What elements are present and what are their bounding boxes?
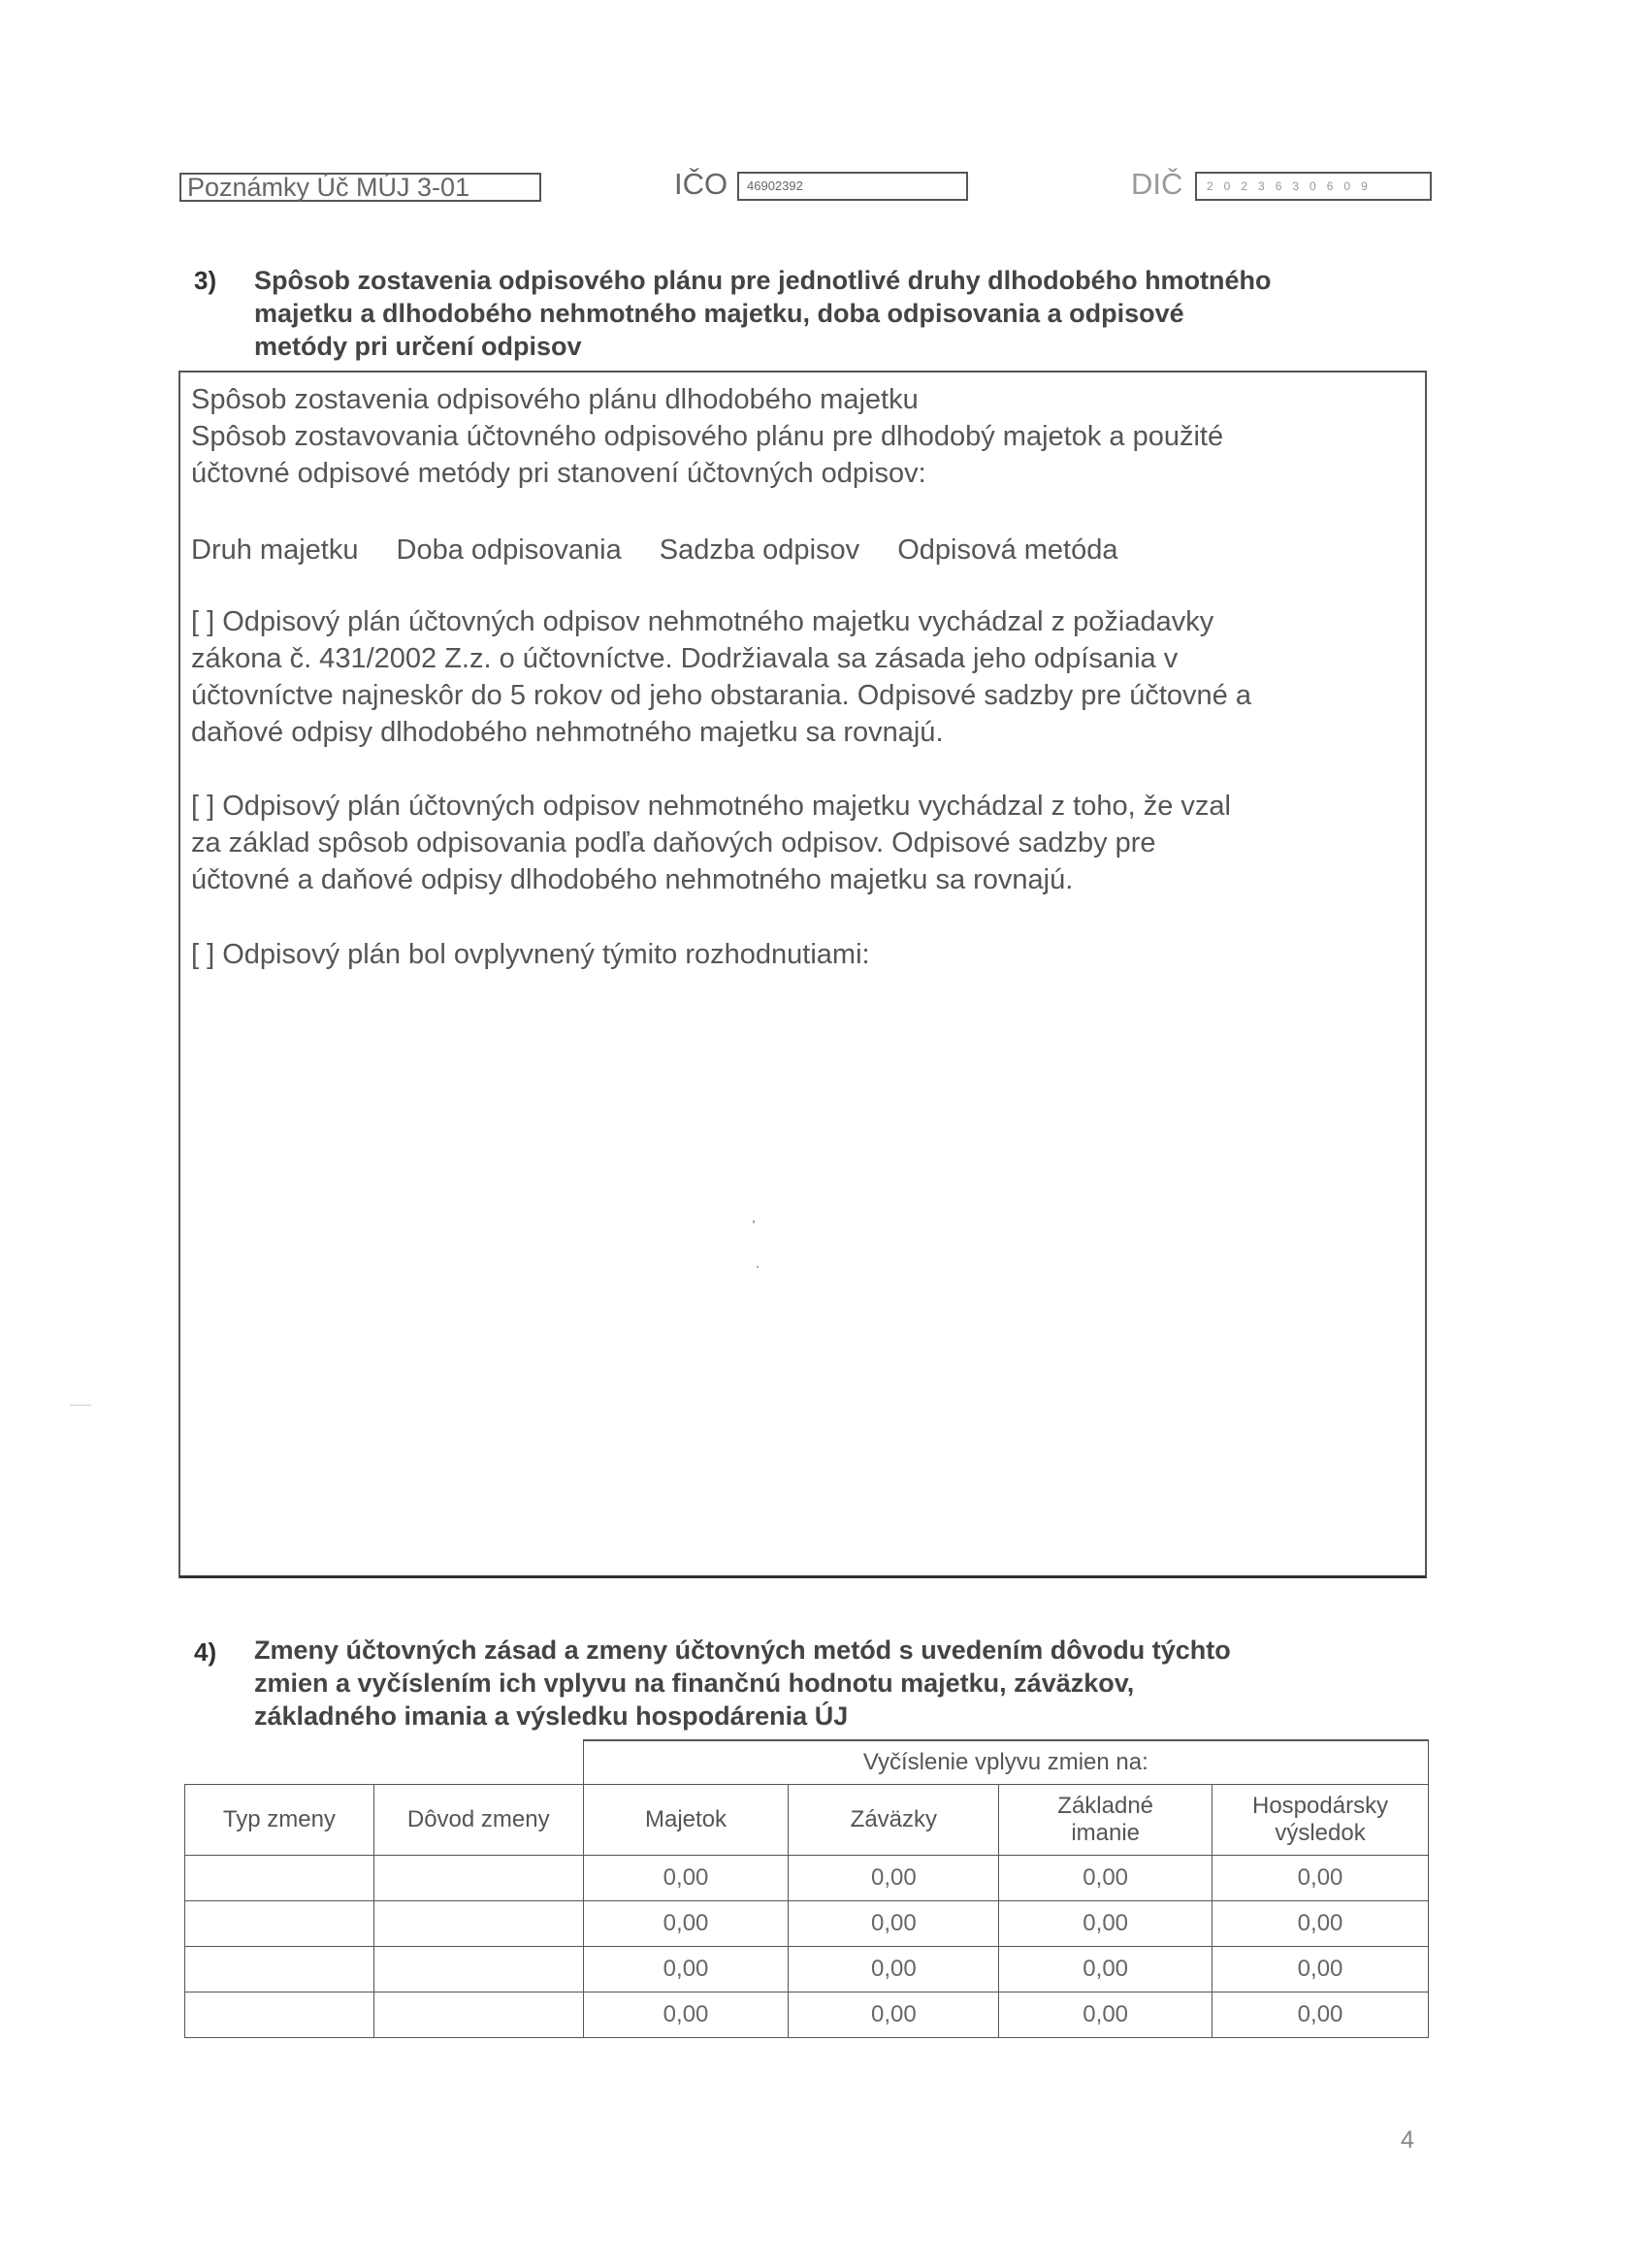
cell-result: 0,00 [1212, 1900, 1429, 1946]
header-note-label: Poznámky Úč MÚJ 3-01 [187, 173, 470, 202]
paragraph-line: účtovné a daňové odpisy dlhodobého nehmotného majetku sa rovnajú. [191, 864, 1074, 895]
dic-value: 2023630609 [1207, 179, 1378, 193]
column-depreciation-method: Odpisová metóda [897, 535, 1118, 566]
section3-box-intro [191, 381, 1404, 492]
cell-change-reason [373, 1946, 583, 1992]
section4-number: 4) [194, 1637, 217, 1667]
col-header-result-line: výsledok [1275, 1819, 1366, 1846]
cell-change-type [185, 1946, 374, 1992]
page-number: 4 [1401, 2126, 1414, 2154]
cell-assets: 0,00 [583, 1992, 789, 2037]
box-line: Spôsob zostavenia odpisového plánu dlhodobého majetku [191, 384, 919, 415]
cell-assets: 0,00 [583, 1855, 789, 1900]
cell-result: 0,00 [1212, 1992, 1429, 2037]
cell-capital: 0,00 [999, 1900, 1212, 1946]
paragraph-line: účtovníctve najneskôr do 5 rokov od jeho obstarania. Odpisové sadzby pre účtovné a [191, 680, 1251, 711]
cell-result: 0,00 [1212, 1946, 1429, 1992]
col-header-result [1212, 1784, 1429, 1855]
cell-liabilities: 0,00 [789, 1855, 999, 1900]
section4-title-line: Zmeny účtovných zásad a zmeny účtovných metód s uvedením dôvodu týchto [254, 1636, 1231, 1665]
cell-capital: 0,00 [999, 1992, 1212, 2037]
box-line: Spôsob zostavovania účtovného odpisového plánu pre dlhodobý majetok a použité [191, 421, 1224, 452]
box-line: účtovné odpisové metódy pri stanovení účtovných odpisov: [191, 458, 926, 489]
column-depreciation-rate: Sadzba odpisov [659, 535, 860, 566]
section3-title [254, 264, 1447, 363]
section4-title [254, 1634, 1447, 1733]
col-header-capital-line: Základné [1057, 1792, 1154, 1819]
ico-field [737, 172, 968, 201]
cell-liabilities: 0,00 [789, 1900, 999, 1946]
section4-title-line: základného imania a výsledku hospodárenia ÚJ [254, 1701, 849, 1731]
impact-group-header: Vyčíslenie vplyvu zmien na: [583, 1740, 1428, 1784]
depreciation-columns [191, 532, 1404, 568]
column-asset-type: Druh majetku [191, 535, 359, 566]
dic-field [1195, 172, 1432, 201]
section4-title-line: zmien a vyčíslením ich vplyvu na finančnú hodnotu majetku, záväzkov, [254, 1669, 1135, 1698]
cell-change-type [185, 1855, 374, 1900]
cell-change-type [185, 1900, 374, 1946]
col-header-change-type: Typ zmeny [185, 1784, 374, 1855]
cell-liabilities: 0,00 [789, 1992, 999, 2037]
header-note-box [179, 173, 541, 202]
section3-title-line: majetku a dlhodobého nehmotného majetku, doba odpisovania a odpisové [254, 299, 1184, 328]
paragraph-option-2 [191, 788, 1413, 898]
cell-capital: 0,00 [999, 1946, 1212, 1992]
paragraph-line: [ ] Odpisový plán účtovných odpisov nehmotného majetku vychádzal z toho, že vzal [191, 791, 1231, 822]
table-row [185, 1946, 1429, 1992]
col-header-assets: Majetok [583, 1784, 789, 1855]
paragraph-option-3: [ ] Odpisový plán bol ovplyvnený týmito rozhodnutiami: [191, 939, 870, 970]
paragraph-option-1 [191, 603, 1413, 751]
table-header-spacer [185, 1740, 584, 1784]
cell-assets: 0,00 [583, 1900, 789, 1946]
scan-speck [70, 1405, 91, 1406]
paragraph-line: [ ] Odpisový plán účtovných odpisov nehmotného majetku vychádzal z požiadavky [191, 606, 1214, 637]
cell-change-reason [373, 1900, 583, 1946]
ico-value: 46902392 [747, 178, 803, 193]
cell-capital: 0,00 [999, 1855, 1212, 1900]
table-row [185, 1855, 1429, 1900]
col-header-capital [999, 1784, 1212, 1855]
table-row [185, 1900, 1429, 1946]
paragraph-line: daňové odpisy dlhodobého nehmotného majetku sa rovnajú. [191, 717, 944, 748]
col-header-change-reason: Dôvod zmeny [373, 1784, 583, 1855]
column-depreciation-period: Doba odpisovania [396, 535, 622, 566]
col-header-liabilities: Záväzky [789, 1784, 999, 1855]
col-header-result-line: Hospodársky [1252, 1792, 1389, 1819]
cell-change-reason [373, 1992, 583, 2037]
scan-speck [753, 1220, 755, 1223]
cell-change-reason [373, 1855, 583, 1900]
cell-result: 0,00 [1212, 1855, 1429, 1900]
dic-label: DIČ [1131, 167, 1183, 201]
cell-assets: 0,00 [583, 1946, 789, 1992]
section3-title-line: metódy pri určení odpisov [254, 332, 582, 361]
col-header-capital-line: imanie [1071, 1819, 1141, 1846]
ico-label: IČO [674, 167, 728, 201]
changes-impact-table [184, 1739, 1429, 2038]
scan-speck [757, 1266, 759, 1268]
paragraph-line: zákona č. 431/2002 Z.z. o účtovníctve. Dodržiavala sa zásada jeho odpísania v [191, 643, 1179, 674]
table-row [185, 1992, 1429, 2037]
section3-title-line: Spôsob zostavenia odpisového plánu pre jednotlivé druhy dlhodobého hmotného [254, 266, 1272, 295]
section3-number: 3) [194, 266, 217, 295]
cell-change-type [185, 1992, 374, 2037]
paragraph-line: za základ spôsob odpisovania podľa daňových odpisov. Odpisové sadzby pre [191, 827, 1156, 859]
cell-liabilities: 0,00 [789, 1946, 999, 1992]
